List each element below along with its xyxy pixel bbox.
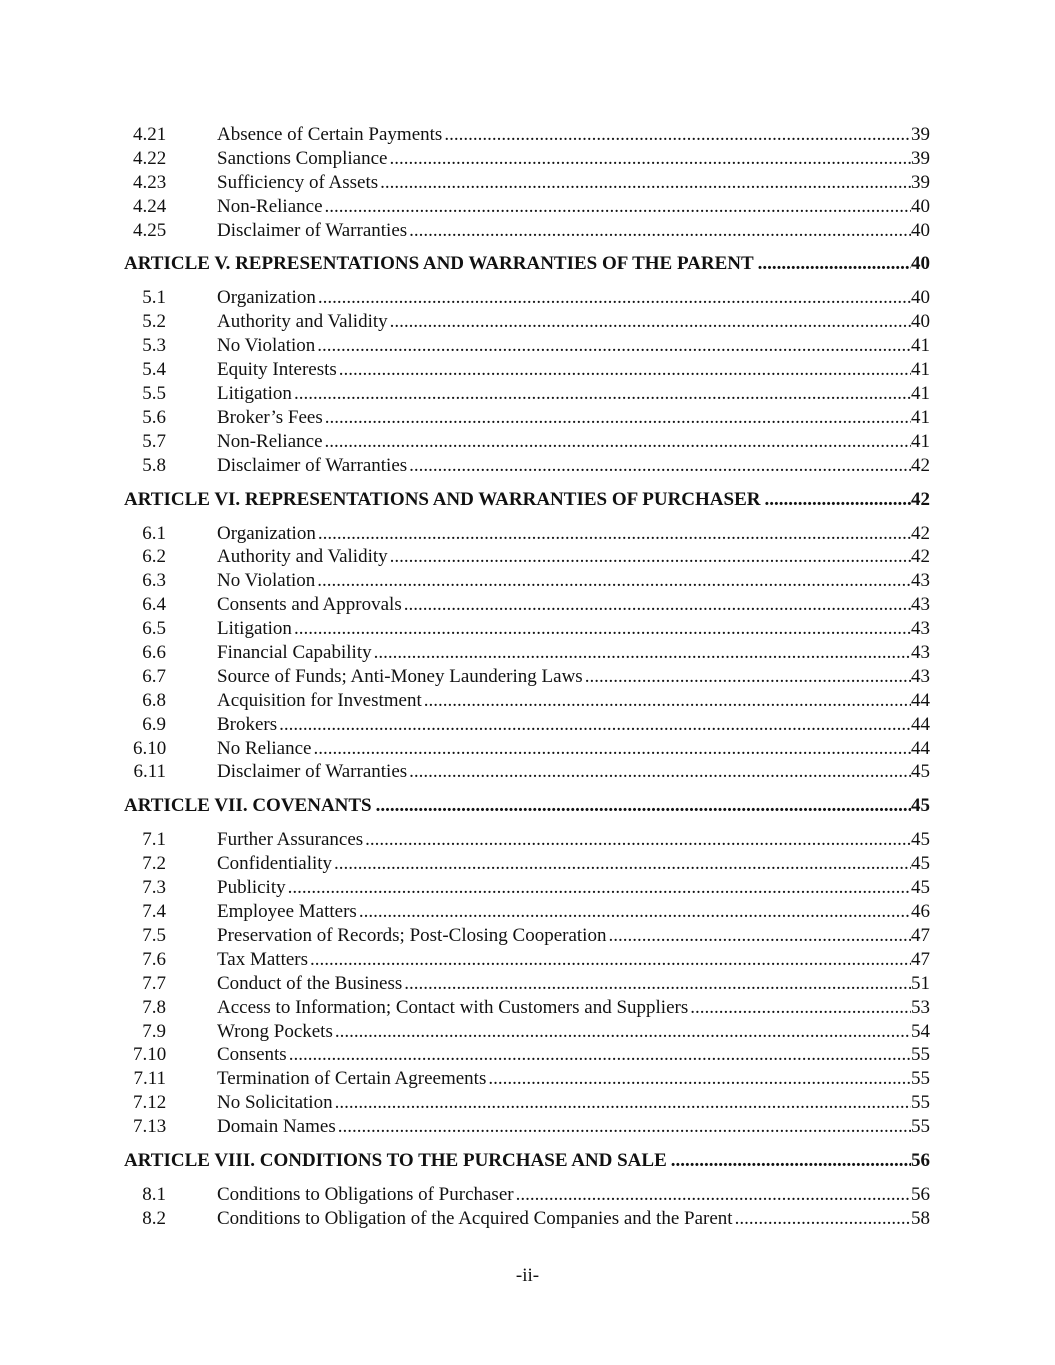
section-number: 7.12 <box>133 1092 167 1114</box>
dot-leader <box>376 795 911 817</box>
page-number: 40 <box>911 195 930 217</box>
section-number: 5.4 <box>142 359 166 381</box>
article-title: ARTICLE VI. REPRESENTATIONS AND WARRANTIES OF PURCHASER <box>124 488 761 510</box>
dot-leader <box>339 358 911 382</box>
section-title: Absence of Certain Payments <box>217 124 443 145</box>
section-title: No Violation <box>217 335 316 357</box>
toc-entry[interactable] <box>124 171 930 195</box>
page-number: 47 <box>911 948 930 970</box>
toc-entry[interactable] <box>124 996 930 1020</box>
page-number: 44 <box>911 689 930 711</box>
dot-leader <box>758 253 911 275</box>
dot-leader <box>294 382 911 406</box>
toc-article-heading[interactable] <box>124 1150 930 1172</box>
section-title: Conduct of the Business <box>217 972 403 994</box>
dot-leader <box>288 876 911 900</box>
page-number: 43 <box>911 665 930 687</box>
toc-entry[interactable] <box>124 219 930 243</box>
page-number: 43 <box>911 570 930 592</box>
page-number: 39 <box>911 171 930 193</box>
dot-leader <box>279 713 911 737</box>
page-number: 42 <box>911 522 930 544</box>
section-title: Further Assurances <box>217 829 364 851</box>
dot-leader <box>390 545 911 569</box>
section-title: Consents and Approvals <box>217 594 402 616</box>
toc-entry[interactable] <box>124 593 930 617</box>
dot-leader <box>671 1150 911 1172</box>
section-number: 5.6 <box>142 406 166 428</box>
toc-entry[interactable] <box>124 948 930 972</box>
section-title: Litigation <box>217 383 292 405</box>
page-number: 44 <box>911 737 930 759</box>
section-title: Disclaimer of Warranties <box>217 219 408 241</box>
toc-entry[interactable] <box>124 1183 930 1207</box>
article-title: ARTICLE VII. COVENANTS <box>124 795 372 817</box>
toc-article-heading[interactable] <box>124 489 930 511</box>
dot-leader <box>334 852 911 876</box>
section-number: 4.21 <box>133 124 167 145</box>
section-number: 6.7 <box>142 665 166 687</box>
dot-leader <box>488 1067 911 1091</box>
dot-leader <box>317 334 911 358</box>
section-title: No Violation <box>217 570 316 592</box>
dot-leader <box>764 489 911 511</box>
section-title: Sufficiency of Assets <box>217 171 379 193</box>
section-number: 6.6 <box>142 642 166 664</box>
dot-leader <box>318 286 911 310</box>
page-number-footer: -ii- <box>515 1265 540 1286</box>
section-number: 4.23 <box>133 171 167 193</box>
page-number: 44 <box>911 713 930 735</box>
dot-leader <box>424 689 911 713</box>
section-title: Organization <box>217 522 316 544</box>
toc-entry[interactable] <box>124 569 930 593</box>
toc-entry[interactable] <box>124 406 930 430</box>
dot-leader <box>690 996 911 1020</box>
section-number: 7.7 <box>142 972 166 994</box>
section-number: 6.2 <box>142 546 166 568</box>
toc-entry[interactable] <box>124 286 930 310</box>
section-title: Conditions to Obligations of Purchaser <box>217 1183 514 1205</box>
page-number: 40 <box>911 219 930 241</box>
table-of-contents <box>124 123 930 1231</box>
section-number: 6.5 <box>142 618 166 640</box>
dot-leader <box>294 617 911 641</box>
section-number: 7.8 <box>142 996 166 1018</box>
section-number: 7.1 <box>142 829 166 851</box>
page-number: 39 <box>911 147 930 169</box>
section-number: 6.9 <box>142 713 166 735</box>
section-number: 7.11 <box>133 1068 166 1090</box>
toc-entry[interactable] <box>124 1043 930 1067</box>
section-number: 7.13 <box>133 1116 167 1138</box>
page-number: 45 <box>911 829 930 851</box>
section-title: No Reliance <box>217 737 312 759</box>
section-title: Access to Information; Contact with Customers and Suppliers <box>217 996 689 1018</box>
page-number: 43 <box>911 642 930 664</box>
toc-entry[interactable] <box>124 382 930 406</box>
toc-entry[interactable] <box>124 545 930 569</box>
section-title: Financial Capability <box>217 642 372 664</box>
page-number: 41 <box>911 430 930 452</box>
section-title: Wrong Pockets <box>217 1020 333 1042</box>
section-number: 7.9 <box>142 1020 166 1042</box>
page-number: 55 <box>911 1116 930 1138</box>
toc-entry[interactable] <box>124 617 930 641</box>
section-title: Litigation <box>217 618 292 640</box>
dot-leader <box>325 406 911 430</box>
page-number: 45 <box>911 795 930 817</box>
toc-entry[interactable] <box>124 454 930 478</box>
section-title: Employee Matters <box>217 901 357 923</box>
toc-entry[interactable] <box>124 760 930 784</box>
section-title: Publicity <box>217 877 286 899</box>
toc-entry[interactable] <box>124 430 930 454</box>
section-title: Authority and Validity <box>217 311 388 333</box>
dot-leader <box>585 665 911 689</box>
dot-leader <box>516 1183 911 1207</box>
section-title: Disclaimer of Warranties <box>217 761 408 783</box>
section-title: Sanctions Compliance <box>217 147 388 169</box>
page-number: 56 <box>911 1183 930 1205</box>
toc-entry[interactable] <box>124 972 930 996</box>
dot-leader <box>318 522 911 546</box>
section-number: 4.24 <box>133 195 167 217</box>
toc-entry[interactable] <box>124 665 930 689</box>
page-number: 55 <box>911 1044 930 1066</box>
page-number: 53 <box>911 996 930 1018</box>
section-number: 6.11 <box>133 761 166 783</box>
toc-entry[interactable] <box>124 147 930 171</box>
toc-entry[interactable] <box>124 689 930 713</box>
dot-leader <box>289 1043 911 1067</box>
section-title: Preservation of Records; Post-Closing Cooperation <box>217 924 607 946</box>
section-title: Termination of Certain Agreements <box>217 1068 487 1090</box>
dot-leader <box>389 147 911 171</box>
page-number: 41 <box>911 406 930 428</box>
section-number: 5.8 <box>142 454 166 476</box>
toc-entry[interactable] <box>124 1067 930 1091</box>
dot-leader <box>335 1020 911 1044</box>
toc-entry[interactable] <box>124 828 930 852</box>
toc-article-heading[interactable] <box>124 795 930 817</box>
page-number: 55 <box>911 1092 930 1114</box>
section-number: 6.1 <box>142 522 166 544</box>
dot-leader <box>409 454 911 478</box>
page-number: 55 <box>911 1068 930 1090</box>
toc-entry[interactable] <box>124 334 930 358</box>
dot-leader <box>390 310 911 334</box>
dot-leader <box>325 430 911 454</box>
section-number: 5.2 <box>142 311 166 333</box>
section-title: Organization <box>217 287 316 309</box>
dot-leader <box>404 593 911 617</box>
section-title: Equity Interests <box>217 359 337 381</box>
dot-leader <box>409 219 911 243</box>
dot-leader <box>359 900 911 924</box>
dot-leader <box>608 924 911 948</box>
section-title: Acquisition for Investment <box>217 689 422 711</box>
article-title: ARTICLE V. REPRESENTATIONS AND WARRANTIES OF THE PARENT <box>124 253 754 275</box>
section-title: Non-Reliance <box>217 195 323 217</box>
dot-leader <box>338 1115 911 1139</box>
section-title: Disclaimer of Warranties <box>217 454 408 476</box>
dot-leader <box>409 760 911 784</box>
page-number: 45 <box>911 877 930 899</box>
dot-leader <box>335 1091 911 1115</box>
toc-entry[interactable] <box>124 713 930 737</box>
toc-entry[interactable] <box>124 924 930 948</box>
page-number: 45 <box>911 761 930 783</box>
section-number: 8.1 <box>142 1183 166 1205</box>
page-number: 43 <box>911 594 930 616</box>
section-number: 7.5 <box>142 924 166 946</box>
page-number: 58 <box>911 1207 930 1229</box>
section-title: Conditions to Obligation of the Acquired Companies and the Parent <box>217 1207 733 1229</box>
section-number: 6.8 <box>142 689 166 711</box>
page-number: 41 <box>911 359 930 381</box>
section-number: 7.2 <box>142 853 166 875</box>
dot-leader <box>317 569 911 593</box>
section-number: 7.6 <box>142 948 166 970</box>
toc-entry[interactable] <box>124 1207 930 1231</box>
dot-leader <box>365 828 911 852</box>
toc-entry[interactable] <box>124 195 930 219</box>
toc-entry[interactable] <box>124 641 930 665</box>
dot-leader <box>310 948 911 972</box>
dot-leader <box>374 641 911 665</box>
page-number: 46 <box>911 901 930 923</box>
page-number: 54 <box>911 1020 930 1042</box>
toc-entry[interactable] <box>124 123 930 147</box>
section-title: Brokers <box>217 713 278 735</box>
section-title: Authority and Validity <box>217 546 388 568</box>
section-number: 7.3 <box>142 877 166 899</box>
section-title: Broker’s Fees <box>217 406 323 428</box>
page-number: 39 <box>911 124 930 145</box>
section-number: 8.2 <box>142 1207 166 1229</box>
page-number: 42 <box>911 546 930 568</box>
dot-leader <box>380 171 911 195</box>
page-number: 40 <box>911 253 930 275</box>
section-number: 4.25 <box>133 219 167 241</box>
section-title: No Solicitation <box>217 1092 333 1114</box>
section-number: 6.10 <box>133 737 167 759</box>
page-number: 41 <box>911 383 930 405</box>
toc-entry[interactable] <box>124 310 930 334</box>
page-number: 42 <box>911 488 930 510</box>
page-number: 47 <box>911 924 930 946</box>
section-title: Confidentiality <box>217 853 333 875</box>
dot-leader <box>313 737 911 761</box>
toc-entry[interactable] <box>124 852 930 876</box>
section-number: 6.4 <box>142 594 166 616</box>
section-number: 6.3 <box>142 570 166 592</box>
dot-leader <box>325 195 911 219</box>
dot-leader <box>444 123 911 147</box>
toc-entry[interactable] <box>124 522 930 546</box>
page-number: 51 <box>911 972 930 994</box>
section-number: 7.10 <box>133 1044 167 1066</box>
toc-entry[interactable] <box>124 1115 930 1139</box>
toc-entry[interactable] <box>124 876 930 900</box>
section-number: 5.1 <box>142 287 166 309</box>
section-title: Tax Matters <box>217 948 309 970</box>
section-title: Consents <box>217 1044 287 1066</box>
page-number: 56 <box>911 1149 930 1171</box>
toc-entry[interactable] <box>124 1020 930 1044</box>
page-number: 42 <box>911 454 930 476</box>
dot-leader <box>404 972 911 996</box>
section-title: Non-Reliance <box>217 430 323 452</box>
toc-entry[interactable] <box>124 358 930 382</box>
section-number: 5.3 <box>142 335 166 357</box>
page-number: 40 <box>911 311 930 333</box>
section-number: 5.5 <box>142 383 166 405</box>
article-title: ARTICLE VIII. CONDITIONS TO THE PURCHASE AND SALE <box>124 1149 667 1171</box>
toc-entry[interactable] <box>124 737 930 761</box>
section-number: 4.22 <box>133 147 167 169</box>
toc-entry[interactable] <box>124 1091 930 1115</box>
toc-article-heading[interactable] <box>124 253 930 275</box>
page-number: 40 <box>911 287 930 309</box>
section-number: 7.4 <box>142 901 166 923</box>
section-title: Source of Funds; Anti-Money Laundering Laws <box>217 665 583 687</box>
page-number: 43 <box>911 618 930 640</box>
dot-leader <box>735 1207 911 1231</box>
section-title: Domain Names <box>217 1116 336 1138</box>
section-number: 5.7 <box>142 430 166 452</box>
page-number: 41 <box>911 335 930 357</box>
page-number: 45 <box>911 853 930 875</box>
toc-entry[interactable] <box>124 900 930 924</box>
